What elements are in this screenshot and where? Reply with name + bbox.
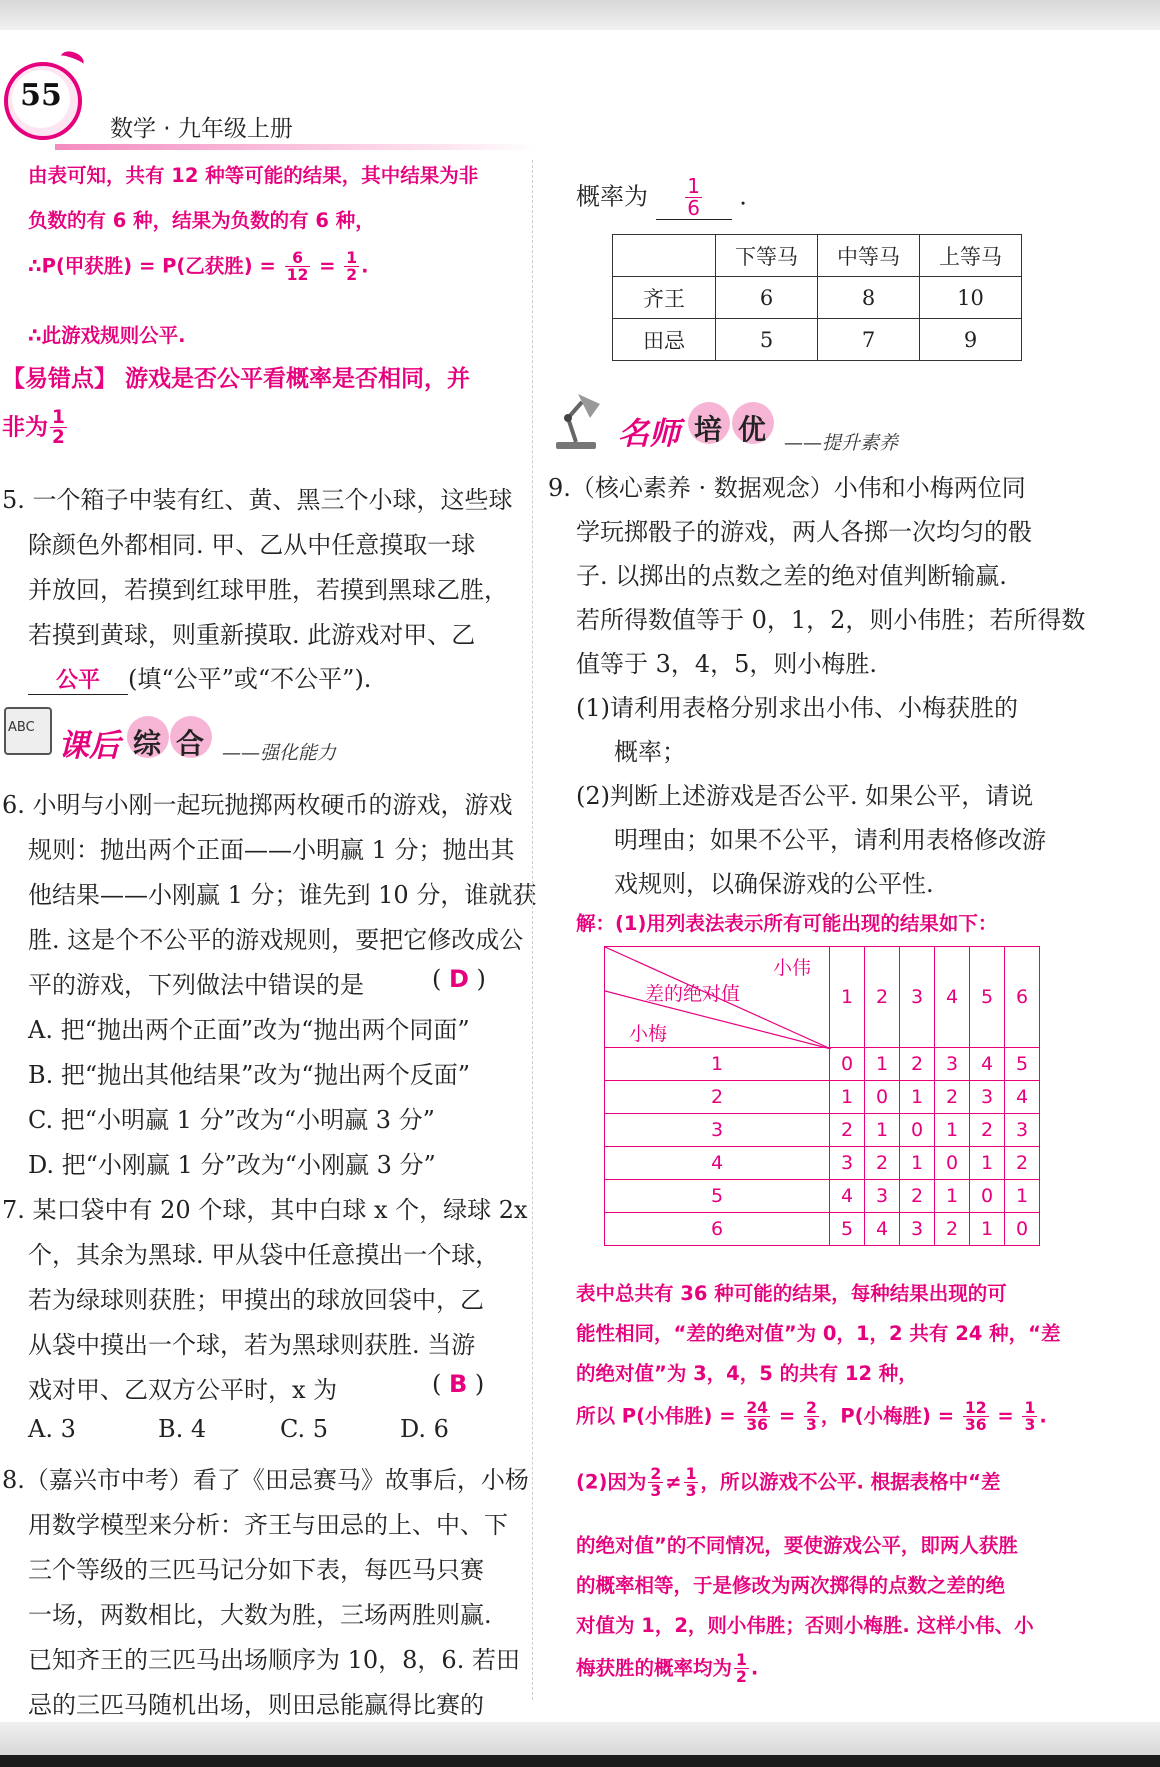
table-row	[605, 1048, 1040, 1081]
table-cell: 1	[865, 1048, 900, 1081]
fraction: $\frac{1}{3}$	[1024, 1399, 1036, 1435]
table-cell: 2	[935, 1081, 970, 1114]
section-title-b: 培	[694, 413, 723, 446]
table-cell: 1	[830, 1081, 865, 1114]
q5-line: 除颜色外都相同. 甲、乙从中任意摸取一球	[28, 531, 476, 559]
fraction: $\frac{1}{2}$	[52, 407, 65, 449]
q8-line: 用数学模型来分析：齐王与田忌的上、中、下	[28, 1511, 508, 1539]
table-cell: 9	[920, 319, 1022, 361]
table-cell: 3	[970, 1081, 1005, 1114]
sol4-equation: ∴P(甲获胜) = P(乙获胜) = $\frac{6}{12}$ = $\frac{1}{2}$ .	[28, 249, 369, 285]
table-cell: 3	[1005, 1114, 1040, 1147]
table-header: 上等马	[920, 235, 1022, 277]
corner-col-label: 小伟	[772, 957, 811, 979]
table-cell: 0	[935, 1147, 970, 1180]
q7-line: 7. 某口袋中有 20 个球，其中白球 x 个，绿球 2x	[2, 1196, 528, 1224]
solution-p2: 对值为 1，2，则小伟胜；否则小梅胜. 这样小伟、小	[576, 1614, 1034, 1637]
table-cell: 1	[900, 1147, 935, 1180]
sol4-line2: 负数的有 6 种，结果为负数的有 6 种，	[28, 209, 375, 232]
fraction: $\frac{1}{2}$	[736, 1651, 747, 1687]
section-title-a: 课后	[58, 728, 120, 764]
section-subtitle: ——强化能力	[222, 742, 337, 764]
table-cell: 2	[865, 1147, 900, 1180]
q9-line: 学玩掷骰子的游戏，两人各掷一次均匀的骰	[576, 518, 1032, 546]
q6-line: 6. 小明与小刚一起玩抛掷两枚硬币的游戏，游戏	[2, 791, 513, 819]
q5-line: 若摸到黄球，则重新摸取. 此游戏对甲、乙	[28, 621, 476, 649]
table-cell: 3	[935, 1048, 970, 1081]
section-title-c: 合	[176, 727, 205, 760]
table-cell: 2	[970, 1114, 1005, 1147]
q8-line: 三个等级的三匹马记分如下表，每匹马只赛	[28, 1556, 484, 1584]
lamp-icon	[548, 390, 604, 452]
table-cell: 4	[830, 1180, 865, 1213]
q6-answer: D	[449, 965, 469, 993]
section-title-c: 优	[738, 413, 767, 446]
q8-answer-blank	[656, 176, 732, 220]
book-icon-label: ABC	[8, 720, 35, 735]
table-cell: 6	[716, 277, 818, 319]
table-header: 5	[970, 947, 1005, 1048]
table-cell: 2	[935, 1213, 970, 1246]
q9-line: 子. 以掷出的点数之差的绝对值判断输赢.	[576, 562, 1007, 590]
error-tip-line2: 非为 $\frac{1}{2}$	[2, 407, 65, 449]
table-cell	[613, 235, 716, 277]
q5-line: 并放回，若摸到红球甲胜，若摸到黑球乙胜，	[28, 576, 508, 604]
q6-answer-bracket: ( D )	[432, 965, 486, 993]
row-label: 3	[605, 1114, 830, 1147]
table-cell: 8	[818, 277, 920, 319]
table-cell: 1	[935, 1114, 970, 1147]
sol4-line1: 由表可知，共有 12 种等可能的结果，其中结果为非	[28, 164, 479, 187]
solution-p1: 能性相同，“差的绝对值”为 0，1，2 共有 24 种，“差	[576, 1322, 1061, 1345]
row-label: 2	[605, 1081, 830, 1114]
horse-score-table	[612, 234, 1022, 361]
fraction: $\frac{6}{12}$	[286, 249, 309, 285]
q8-answer: $\frac{1}{6}$	[687, 174, 700, 220]
solution-p2-first: (2)因为 $\frac{2}{3}$ ≠ $\frac{1}{3}$ ，所以游戏不公平. 根据表格中“差	[576, 1465, 1001, 1501]
table-cell: 1	[1005, 1180, 1040, 1213]
solution-probability: 所以 P(小伟胜) = $\frac{24}{36}$ = $\frac{2}{3}$ ，P(小梅胜) = $\frac{12}{36}$ = $\frac{1}{3}$ .	[576, 1399, 1047, 1435]
table-header-row	[613, 235, 1022, 277]
table-cell: 1	[865, 1114, 900, 1147]
table-cell: 0	[900, 1114, 935, 1147]
table-header: 4	[935, 947, 970, 1048]
q9-sub2: 戏规则，以确保游戏的公平性.	[614, 870, 934, 898]
q7-line: 从袋中摸出一个球，若为黑球则获胜. 当游	[28, 1331, 476, 1359]
fraction: $\frac{24}{36}$	[746, 1399, 769, 1435]
error-tip	[2, 360, 470, 393]
table-cell: 4	[1005, 1081, 1040, 1114]
q7-option: D. 6	[400, 1415, 449, 1443]
q6-option: B. 把“抛出其他结果”改为“抛出两个反面”	[28, 1061, 470, 1089]
q8-continuation: 概率为 $\frac{1}{6}$ .	[576, 174, 747, 220]
table-cell: 4	[865, 1213, 900, 1246]
fraction: $\frac{12}{36}$	[964, 1399, 987, 1435]
row-label: 5	[605, 1180, 830, 1213]
table-cell: 1	[900, 1081, 935, 1114]
q7-option: B. 4	[158, 1415, 207, 1443]
table-cell: 齐王	[613, 277, 716, 319]
table-cell: 5	[830, 1213, 865, 1246]
scan-bottom-edge	[0, 1722, 1160, 1767]
table-cell: 2	[900, 1180, 935, 1213]
tip-text: 游戏是否公平看概率是否相同，并	[117, 366, 471, 392]
row-label: 1	[605, 1048, 830, 1081]
q9-line: 若所得数值等于 0，1，2，则小伟胜；若所得数	[576, 606, 1086, 634]
q6-option: A. 把“抛出两个正面”改为“抛出两个同面”	[28, 1016, 470, 1044]
q8-line: 忌的三匹马随机出场，则田忌能赢得比赛的	[28, 1691, 484, 1719]
q9-sub1: (1)请利用表格分别求出小伟、小梅获胜的	[576, 694, 1018, 722]
table-cell: 3	[830, 1147, 865, 1180]
table-header-row	[605, 947, 1040, 1048]
table-header: 下等马	[716, 235, 818, 277]
solution-p2: 的绝对值”的不同情况，要使游戏公平，即两人获胜	[576, 1534, 1018, 1557]
table-cell: 10	[920, 277, 1022, 319]
section-subtitle: ——提升素养	[784, 432, 899, 454]
fraction: $\frac{2}{3}$	[805, 1399, 817, 1435]
row-label: 4	[605, 1147, 830, 1180]
table-header: 3	[900, 947, 935, 1048]
q9-sub2: 明理由；如果不公平，请利用表格修改游	[614, 826, 1046, 854]
q7-answer-bracket: ( B )	[432, 1370, 485, 1398]
table-cell: 7	[818, 319, 920, 361]
table-header: 1	[830, 947, 865, 1048]
table-cell: 2	[900, 1048, 935, 1081]
section-title-b: 综	[133, 727, 162, 760]
table-corner-cell	[605, 947, 830, 1048]
solution-p2: 的概率相等，于是修改为两次掷得的点数之差的绝	[576, 1574, 1006, 1597]
q7-option: C. 5	[280, 1415, 329, 1443]
table-cell: 1	[935, 1180, 970, 1213]
abs-difference-table	[604, 946, 1040, 1246]
table-cell: 0	[1005, 1213, 1040, 1246]
table-cell: 5	[1005, 1048, 1040, 1081]
corner-cell-label: 差的绝对值	[645, 983, 741, 1005]
table-row	[605, 1114, 1040, 1147]
q8-line: 已知齐王的三匹马出场顺序为 10，8，6. 若田	[28, 1646, 520, 1674]
table-header: 中等马	[818, 235, 920, 277]
q5-line: 5. 一个箱子中装有红、黄、黑三个小球，这些球	[2, 486, 513, 514]
sol4-eq-prefix: ∴P(甲获胜) = P(乙获胜) =	[28, 254, 283, 278]
section-title-a: 名师	[618, 416, 680, 452]
table-cell: 2	[830, 1114, 865, 1147]
solution-p2-last: 梅获胜的概率均为 $\frac{1}{2}$ .	[576, 1651, 759, 1687]
table-cell: 0	[970, 1180, 1005, 1213]
table-header: 2	[865, 947, 900, 1048]
table-row	[605, 1147, 1040, 1180]
tip-label: 【易错点】	[2, 366, 117, 392]
fraction: $\frac{1}{2}$	[346, 249, 358, 285]
corner-row-label: 小梅	[629, 1023, 668, 1045]
q6-line: 胜. 这是个不公平的游戏规则，要把它修改成公	[28, 926, 524, 954]
q5-answer-line: 公平 (填“公平”或“不公平”).	[28, 659, 371, 695]
fraction: $\frac{1}{3}$	[685, 1465, 697, 1501]
table-row	[605, 1081, 1040, 1114]
scan-top-edge	[0, 0, 1160, 34]
book-title: 数学 · 九年级上册	[110, 116, 293, 142]
q6-line: 他结果——小刚赢 1 分；谁先到 10 分，谁就获	[28, 881, 537, 909]
q9-line: 9.（核心素养 · 数据观念）小伟和小梅两位同	[548, 474, 1026, 502]
table-cell: 3	[865, 1180, 900, 1213]
table-row	[613, 277, 1022, 319]
table-cell: 0	[830, 1048, 865, 1081]
table-cell: 1	[970, 1213, 1005, 1246]
table-cell: 0	[865, 1081, 900, 1114]
table-cell: 5	[716, 319, 818, 361]
solution-intro: 解：(1)用列表法表示所有可能出现的结果如下：	[576, 912, 998, 935]
table-row	[605, 1213, 1040, 1246]
fraction: $\frac{2}{3}$	[650, 1465, 662, 1501]
q7-line: 若为绿球则获胜；甲摸出的球放回袋中，乙	[28, 1286, 484, 1314]
q7-option: A. 3	[28, 1415, 76, 1443]
row-label: 6	[605, 1213, 830, 1246]
q8-line: 8.（嘉兴市中考）看了《田忌赛马》故事后，小杨	[2, 1466, 529, 1494]
table-cell: 田忌	[613, 319, 716, 361]
table-row	[613, 319, 1022, 361]
q7-line: 戏对甲、乙双方公平时，x 为	[28, 1376, 338, 1404]
q8-line: 一场，两数相比，大数为胜，三场两胜则赢.	[28, 1601, 492, 1629]
solution-p1: 表中总共有 36 种可能的结果，每种结果出现的可	[576, 1282, 1007, 1305]
table-header: 6	[1005, 947, 1040, 1048]
q6-line: 平的游戏，下列做法中错误的是	[28, 971, 364, 999]
q6-option: D. 把“小刚赢 1 分”改为“小刚赢 3 分”	[28, 1151, 436, 1179]
q9-sub2: (2)判断上述游戏是否公平. 如果公平，请说	[576, 782, 1034, 810]
q6-option: C. 把“小明赢 1 分”改为“小明赢 3 分”	[28, 1106, 435, 1134]
q7-answer: B	[449, 1370, 468, 1398]
q7-line: 个，其余为黑球. 甲从袋中任意摸出一个球，	[28, 1241, 500, 1269]
table-row	[605, 1180, 1040, 1213]
table-cell: 4	[970, 1048, 1005, 1081]
q9-line: 值等于 3，4，5，则小梅胜.	[576, 650, 878, 678]
q5-answer: 公平	[28, 663, 128, 695]
table-cell: 3	[900, 1213, 935, 1246]
q9-sub1: 概率；	[614, 738, 686, 766]
page-number: 55	[20, 78, 62, 113]
column-divider	[532, 160, 533, 1700]
header-underline	[55, 144, 535, 150]
solution-p1: 的绝对值”为 3，4，5 的共有 12 种，	[576, 1362, 918, 1385]
sol4-line4: ∴此游戏规则公平.	[28, 324, 186, 347]
q6-line: 规则：抛出两个正面——小明赢 1 分；抛出其	[28, 836, 515, 864]
table-cell: 2	[1005, 1147, 1040, 1180]
table-cell: 1	[970, 1147, 1005, 1180]
